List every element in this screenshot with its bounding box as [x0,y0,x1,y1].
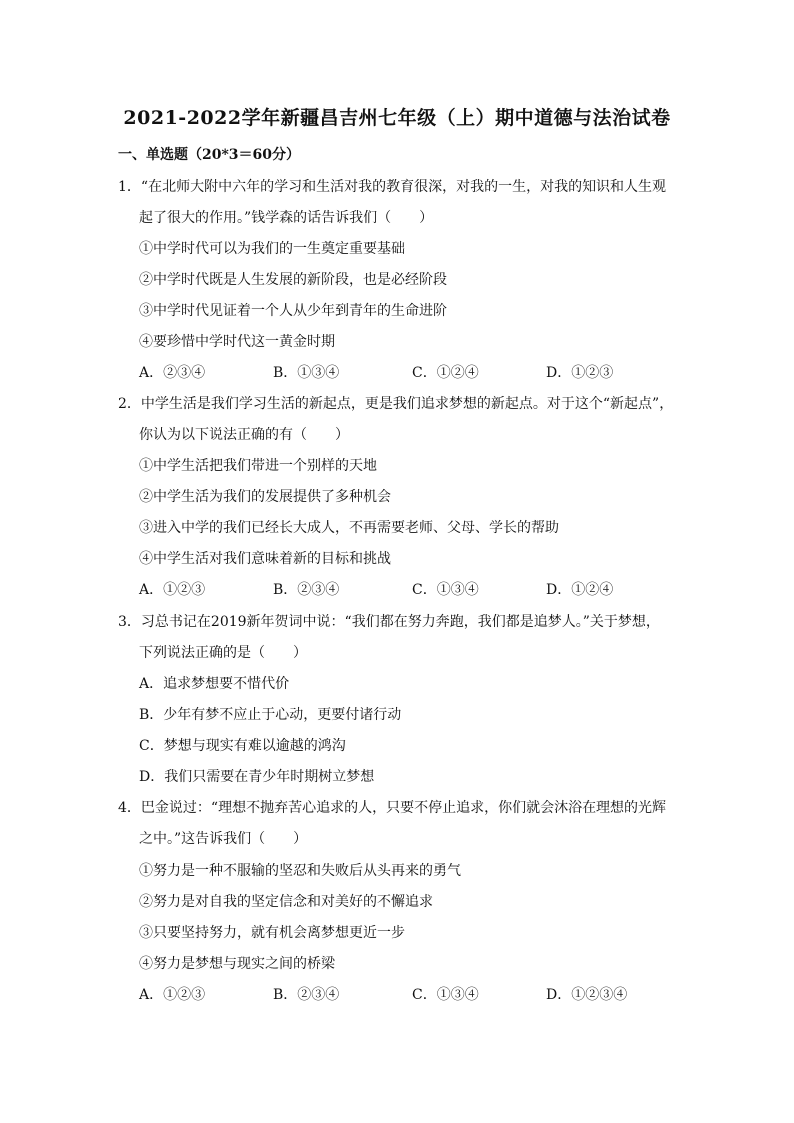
question-stem-line: 下列说法正确的是（ ） [139,645,307,661]
question-stem-line: 起了很大的作用。”钱学森的话告诉我们（ ） [139,210,434,226]
option-d: D．①②④ [546,582,614,598]
option-a: A．②③④ [139,365,206,381]
option-b: B．①③④ [273,365,340,381]
question-stem-line: 之中。”这告诉我们（ ） [139,831,308,847]
question-stem-line: 3．习总书记在2019新年贺词中说：“我们都在努力奔跑，我们都是追梦人。”关于梦想， [118,614,660,630]
option-b: B．②③④ [273,987,340,1003]
option-c: C．①③④ [412,582,479,598]
statement: ④努力是梦想与现实之间的桥梁 [139,956,335,972]
option-c: C．①③④ [412,987,479,1003]
statement: ③进入中学的我们已经长大成人，不再需要老师、父母、学长的帮助 [139,520,559,536]
statement: ②中学时代既是人生发展的新阶段，也是必经阶段 [139,272,447,288]
option-a: A．①②③ [139,987,206,1003]
option-d: D．①②③④ [546,987,628,1003]
exam-title: 2021-2022学年新疆昌吉州七年级（上）期中道德与法治试卷 [123,107,671,129]
option-c: C．①②④ [412,365,479,381]
statement: ②中学生活为我们的发展提供了多种机会 [139,489,391,505]
question-stem-line: 4．巴金说过：“理想不抛弃苦心追求的人，只要不停止追求，你们就会沐浴在理想的光辉 [118,800,667,816]
statement: ①中学时代可以为我们的一生奠定重要基础 [139,241,405,257]
statement: ①努力是一种不服输的坚忍和失败后从头再来的勇气 [139,863,461,879]
statement: ③中学时代见证着一个人从少年到青年的生命进阶 [139,303,447,319]
statement: ①中学生活把我们带进一个别样的天地 [139,458,377,474]
question-stem-line: 2．中学生活是我们学习生活的新起点，更是我们追求梦想的新起点。对于这个“新起点”， [118,396,674,412]
option-b: B．少年有梦不应止于心动，更要付诸行动 [139,707,402,723]
section-heading: 一、单选题（20*3＝60分） [118,147,301,163]
option-a: A．①②③ [139,582,206,598]
statement: ④中学生活对我们意味着新的目标和挑战 [139,551,391,567]
option-d: D．我们只需要在青少年时期树立梦想 [139,769,375,785]
question-stem-line: 你认为以下说法正确的有（ ） [139,427,349,443]
option-c: C．梦想与现实有难以逾越的鸿沟 [139,738,346,754]
option-a: A．追求梦想要不惜代价 [139,676,290,692]
question-stem-line: 1．“在北师大附中六年的学习和生活对我的教育很深，对我的一生，对我的知识和人生观 [118,179,667,195]
option-d: D．①②③ [546,365,614,381]
option-b: B．②③④ [273,582,340,598]
statement: ②努力是对自我的坚定信念和对美好的不懈追求 [139,894,433,910]
statement: ③只要坚持努力，就有机会离梦想更近一步 [139,925,405,941]
statement: ④要珍惜中学时代这一黄金时期 [139,334,335,350]
